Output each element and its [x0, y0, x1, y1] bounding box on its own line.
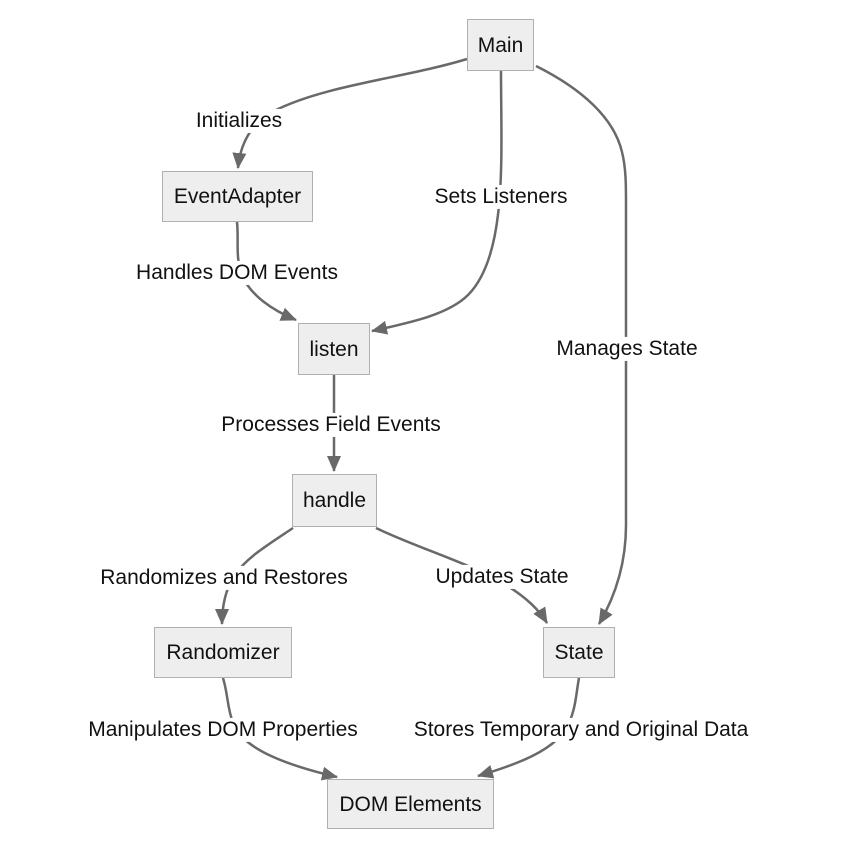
edge-label-initializes: Initializes	[193, 109, 285, 133]
node-dom-elements: DOM Elements	[327, 779, 494, 829]
edge-label-manipulates-dom-properties: Manipulates DOM Properties	[85, 718, 361, 742]
edge-label-randomizes-and-restores: Randomizes and Restores	[97, 566, 350, 590]
node-eventadapter: EventAdapter	[162, 171, 313, 222]
edge-label-sets-listeners: Sets Listeners	[431, 185, 570, 209]
node-listen: listen	[298, 323, 370, 375]
edge-label-processes-field-events: Processes Field Events	[218, 413, 443, 437]
node-state: State	[543, 627, 615, 678]
node-main: Main	[467, 19, 534, 71]
edge-label-updates-state: Updates State	[432, 565, 571, 589]
edge-label-stores-temporary-and-original-data: Stores Temporary and Original Data	[411, 718, 752, 742]
edge-label-handles-dom-events: Handles DOM Events	[133, 261, 341, 285]
node-randomizer: Randomizer	[154, 627, 292, 678]
edge-label-manages-state: Manages State	[553, 337, 700, 361]
node-handle: handle	[292, 474, 377, 527]
